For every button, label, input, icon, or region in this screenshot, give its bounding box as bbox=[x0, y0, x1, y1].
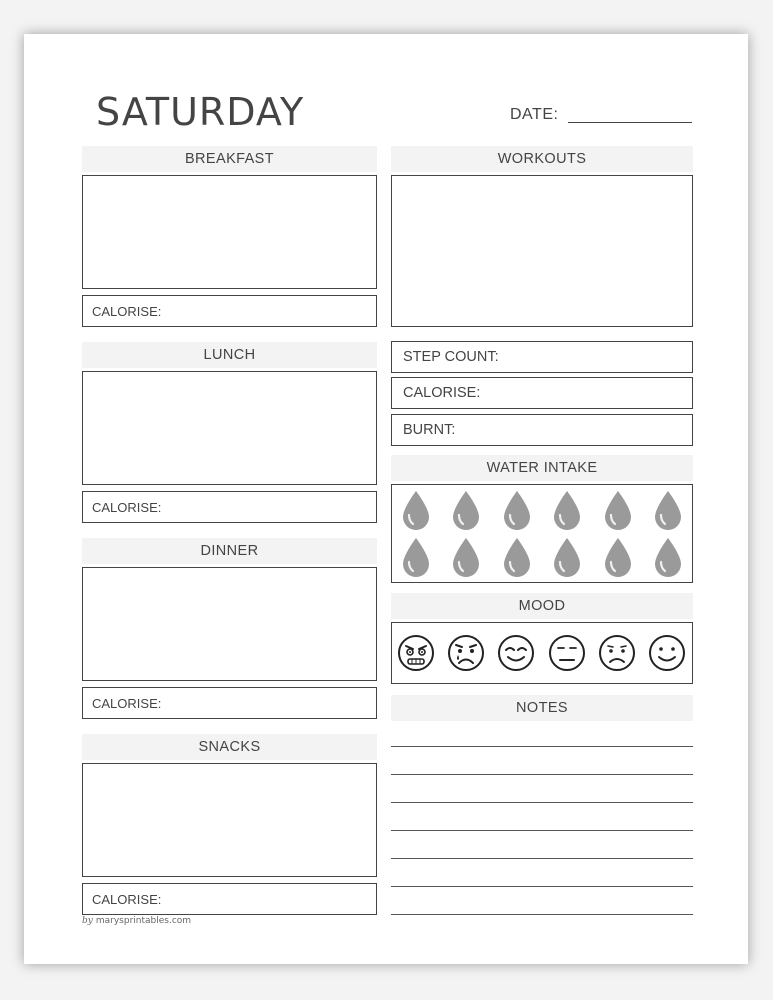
step-count-label: STEP COUNT: bbox=[403, 349, 499, 365]
water-drop-icon[interactable] bbox=[502, 490, 532, 530]
lunch-header: LUNCH bbox=[82, 342, 377, 368]
dinner-calories-field[interactable] bbox=[82, 687, 377, 719]
burnt-field[interactable] bbox=[391, 414, 693, 446]
page-title: SATURDAY bbox=[96, 90, 305, 134]
water-drop-icon[interactable] bbox=[653, 490, 683, 530]
water-drop-icon[interactable] bbox=[502, 537, 532, 577]
angry-face-icon[interactable] bbox=[397, 634, 435, 672]
note-line[interactable] bbox=[391, 886, 693, 887]
lunch-calories-field[interactable] bbox=[82, 491, 377, 523]
step-count-field[interactable] bbox=[391, 341, 693, 373]
lunch-box[interactable] bbox=[82, 371, 377, 485]
neutral-face-icon[interactable] bbox=[548, 634, 586, 672]
snacks-header: SNACKS bbox=[82, 734, 377, 760]
water-drop-icon[interactable] bbox=[401, 537, 431, 577]
water-drop-icon[interactable] bbox=[552, 490, 582, 530]
credit-by: by bbox=[82, 916, 93, 926]
mood-header: MOOD bbox=[391, 593, 693, 619]
smiling-face-icon[interactable] bbox=[648, 634, 686, 672]
water-intake-header: WATER INTAKE bbox=[391, 455, 693, 481]
date-label: DATE: bbox=[510, 106, 559, 123]
calories-field[interactable] bbox=[391, 377, 693, 409]
snacks-box[interactable] bbox=[82, 763, 377, 877]
note-line[interactable] bbox=[391, 914, 693, 915]
breakfast-box[interactable] bbox=[82, 175, 377, 289]
calories-label: CALORISE: bbox=[92, 499, 162, 515]
credit-site: marysprintables.com bbox=[95, 916, 192, 926]
note-line[interactable] bbox=[391, 830, 693, 831]
water-intake-tracker bbox=[391, 484, 693, 583]
snacks-calories-field[interactable] bbox=[82, 883, 377, 915]
note-line[interactable] bbox=[391, 858, 693, 859]
water-drop-icon[interactable] bbox=[451, 537, 481, 577]
burnt-label: BURNT: bbox=[403, 422, 456, 438]
dinner-box[interactable] bbox=[82, 567, 377, 681]
date-line bbox=[568, 122, 692, 123]
breakfast-calories-field[interactable] bbox=[82, 295, 377, 327]
note-line[interactable] bbox=[391, 746, 693, 747]
water-drop-icon[interactable] bbox=[653, 537, 683, 577]
note-line[interactable] bbox=[391, 774, 693, 775]
sad-face-icon[interactable] bbox=[598, 634, 636, 672]
calories-label: CALORISE: bbox=[92, 891, 162, 907]
crying-face-icon[interactable] bbox=[447, 634, 485, 672]
water-drop-icon[interactable] bbox=[401, 490, 431, 530]
notes-header: NOTES bbox=[391, 695, 693, 721]
workouts-header: WORKOUTS bbox=[391, 146, 693, 172]
calories-label: CALORISE: bbox=[403, 385, 481, 401]
winking-face-icon[interactable] bbox=[497, 634, 535, 672]
note-line[interactable] bbox=[391, 802, 693, 803]
site-credit bbox=[82, 916, 191, 926]
water-drop-icon[interactable] bbox=[603, 490, 633, 530]
water-drop-icon[interactable] bbox=[552, 537, 582, 577]
calories-label: CALORISE: bbox=[92, 695, 162, 711]
date-field[interactable] bbox=[510, 106, 692, 126]
breakfast-header: BREAKFAST bbox=[82, 146, 377, 172]
water-drop-icon[interactable] bbox=[603, 537, 633, 577]
workouts-box[interactable] bbox=[391, 175, 693, 327]
calories-label: CALORISE: bbox=[92, 303, 162, 319]
water-drop-icon[interactable] bbox=[451, 490, 481, 530]
dinner-header: DINNER bbox=[82, 538, 377, 564]
